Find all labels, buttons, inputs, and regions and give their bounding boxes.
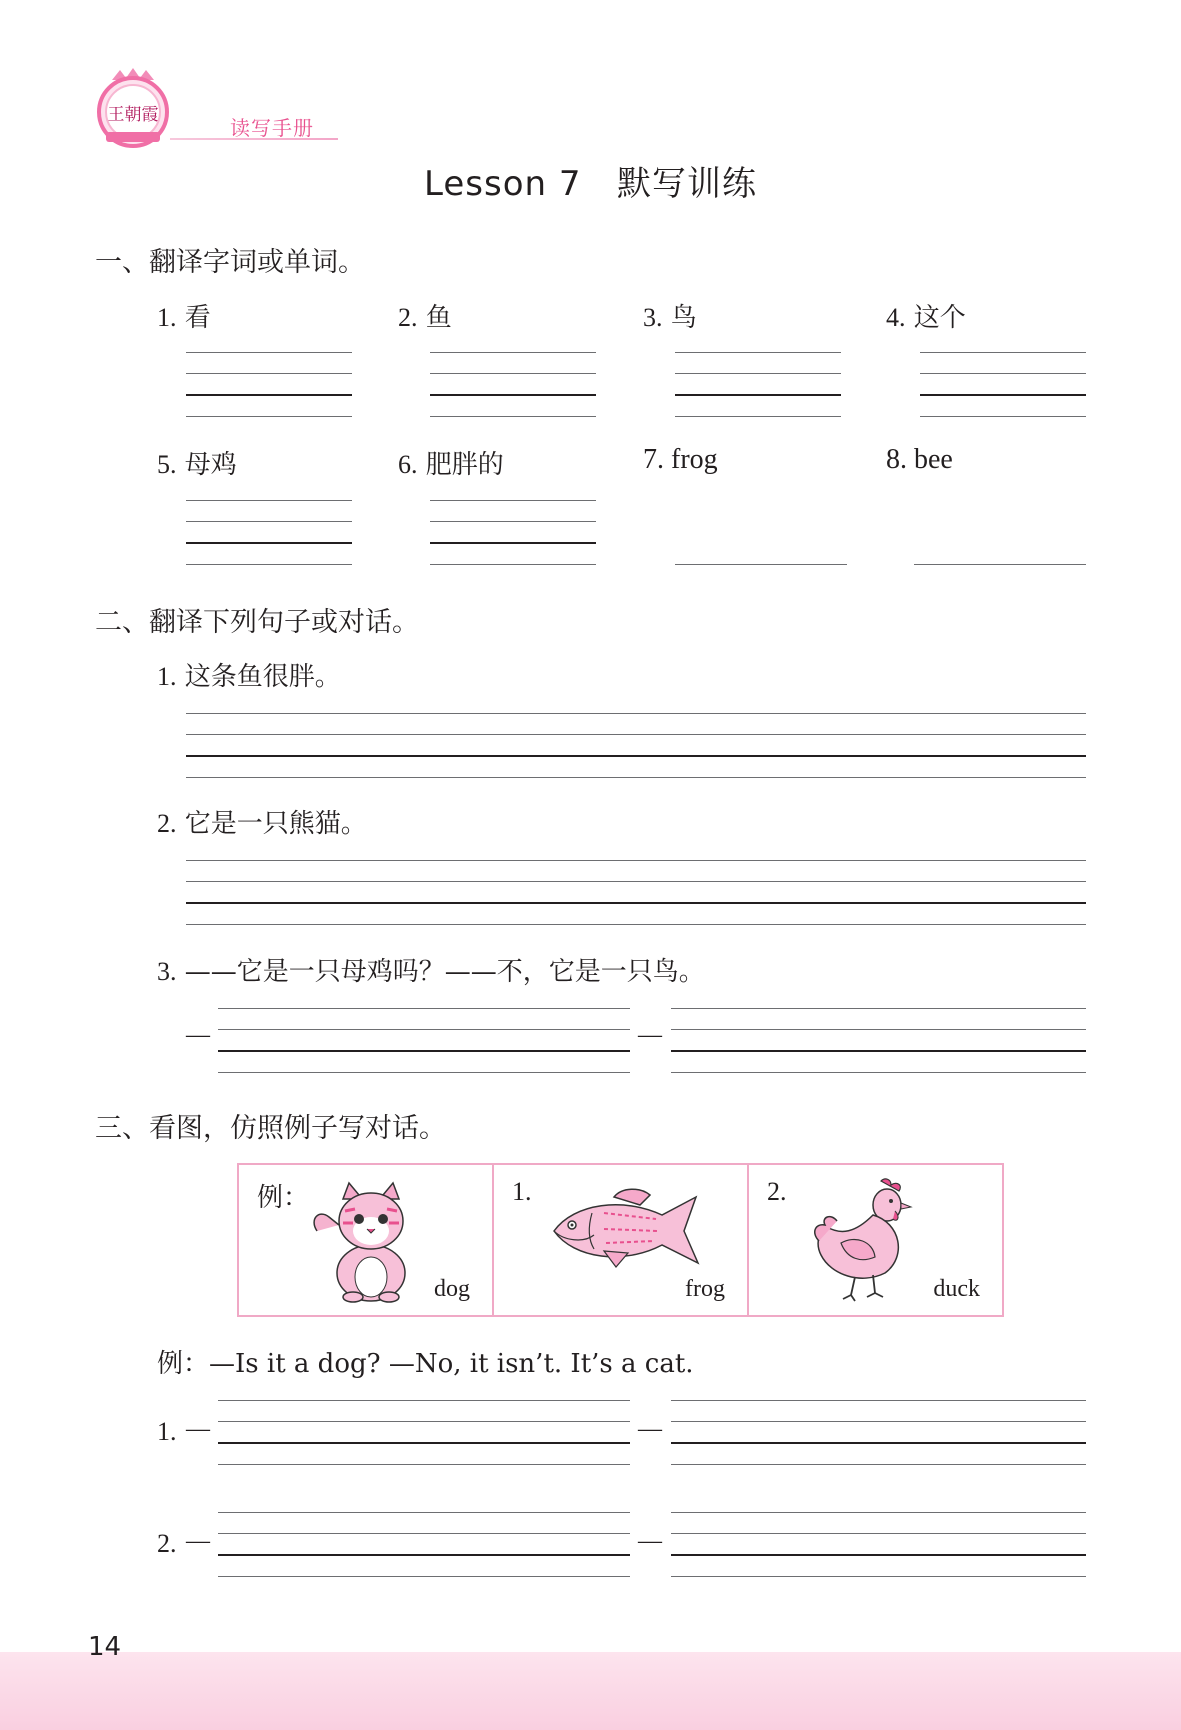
series-title: 读写手册 [230, 116, 314, 140]
answer-2-dash-b: — [638, 1528, 662, 1554]
answer-2-lines-a[interactable] [218, 1512, 630, 1578]
answer-lines-2[interactable] [430, 352, 596, 418]
answer-2-lines-b[interactable] [671, 1512, 1086, 1578]
dialog-lines-b[interactable] [671, 1008, 1086, 1074]
sentence-item-1: 1. 这条鱼很胖。 [157, 662, 341, 692]
picture-cell-example [239, 1165, 494, 1315]
section2-heading: 二、翻译下列句子或对话。 [95, 607, 419, 638]
dialog-lines-a[interactable] [218, 1008, 630, 1074]
picture-label: 2. [767, 1177, 787, 1206]
lesson-title: Lesson 7 [424, 164, 582, 204]
answer-item-1: 1. [157, 1417, 177, 1446]
picture-cell-2 [749, 1165, 1002, 1315]
picture-word: frog [685, 1276, 725, 1302]
example-dialog: 例：—Is it a dog? —No, it isn’t. It’s a cat. [157, 1349, 694, 1379]
logo-text: 王朝霞 [107, 105, 159, 125]
picture-label: 1. [512, 1177, 532, 1206]
vocab-item-2: 2. 鱼 [398, 303, 452, 333]
vocab-item-4: 4. 这个 [886, 303, 966, 333]
dialog-dash-b: — [638, 1022, 662, 1048]
picture-cell-1 [494, 1165, 749, 1315]
section1-heading: 一、翻译字词或单词。 [95, 247, 365, 278]
picture-table [237, 1163, 1004, 1317]
page-title [0, 156, 1181, 205]
brand-logo [92, 66, 174, 150]
picture-word: duck [933, 1276, 980, 1302]
sentence-lines-2[interactable] [186, 860, 1086, 926]
answer-item-2: 2. [157, 1529, 177, 1558]
sentence-item-3: 3. ——它是一只母鸡吗？——不，它是一只鸟。 [157, 957, 705, 987]
picture-label: 例： [257, 1183, 310, 1213]
footer-band [0, 1652, 1181, 1730]
answer-1-dash-a: — [186, 1416, 210, 1442]
answer-lines-1[interactable] [186, 352, 352, 418]
sentence-lines-1[interactable] [186, 713, 1086, 779]
answer-line-8[interactable] [914, 564, 1086, 565]
vocab-item-6: 6. 肥胖的 [398, 450, 504, 480]
answer-line-7[interactable] [675, 564, 847, 565]
answer-1-dash-b: — [638, 1416, 662, 1442]
lesson-subtitle: 默写训练 [616, 164, 757, 204]
vocab-item-3: 3. 鸟 [643, 303, 697, 333]
answer-lines-3[interactable] [675, 352, 841, 418]
answer-1-lines-b[interactable] [671, 1400, 1086, 1466]
answer-1-lines-a[interactable] [218, 1400, 630, 1466]
vocab-item-7: 7. frog [643, 444, 718, 475]
answer-lines-5[interactable] [186, 500, 352, 566]
section3-heading: 三、看图，仿照例子写对话。 [95, 1113, 446, 1144]
sentence-item-2: 2. 它是一只熊猫。 [157, 809, 367, 839]
dialog-dash-a: — [186, 1022, 210, 1048]
vocab-item-1: 1. 看 [157, 303, 211, 333]
answer-lines-6[interactable] [430, 500, 596, 566]
answer-2-dash-a: — [186, 1528, 210, 1554]
answer-lines-4[interactable] [920, 352, 1086, 418]
page-number: 14 [88, 1632, 122, 1662]
hen-icon [811, 1177, 921, 1303]
vocab-item-8: 8. bee [886, 444, 953, 475]
cat-icon [309, 1179, 429, 1303]
fish-icon [544, 1183, 704, 1273]
picture-word: dog [434, 1276, 470, 1302]
vocab-item-5: 5. 母鸡 [157, 450, 237, 480]
